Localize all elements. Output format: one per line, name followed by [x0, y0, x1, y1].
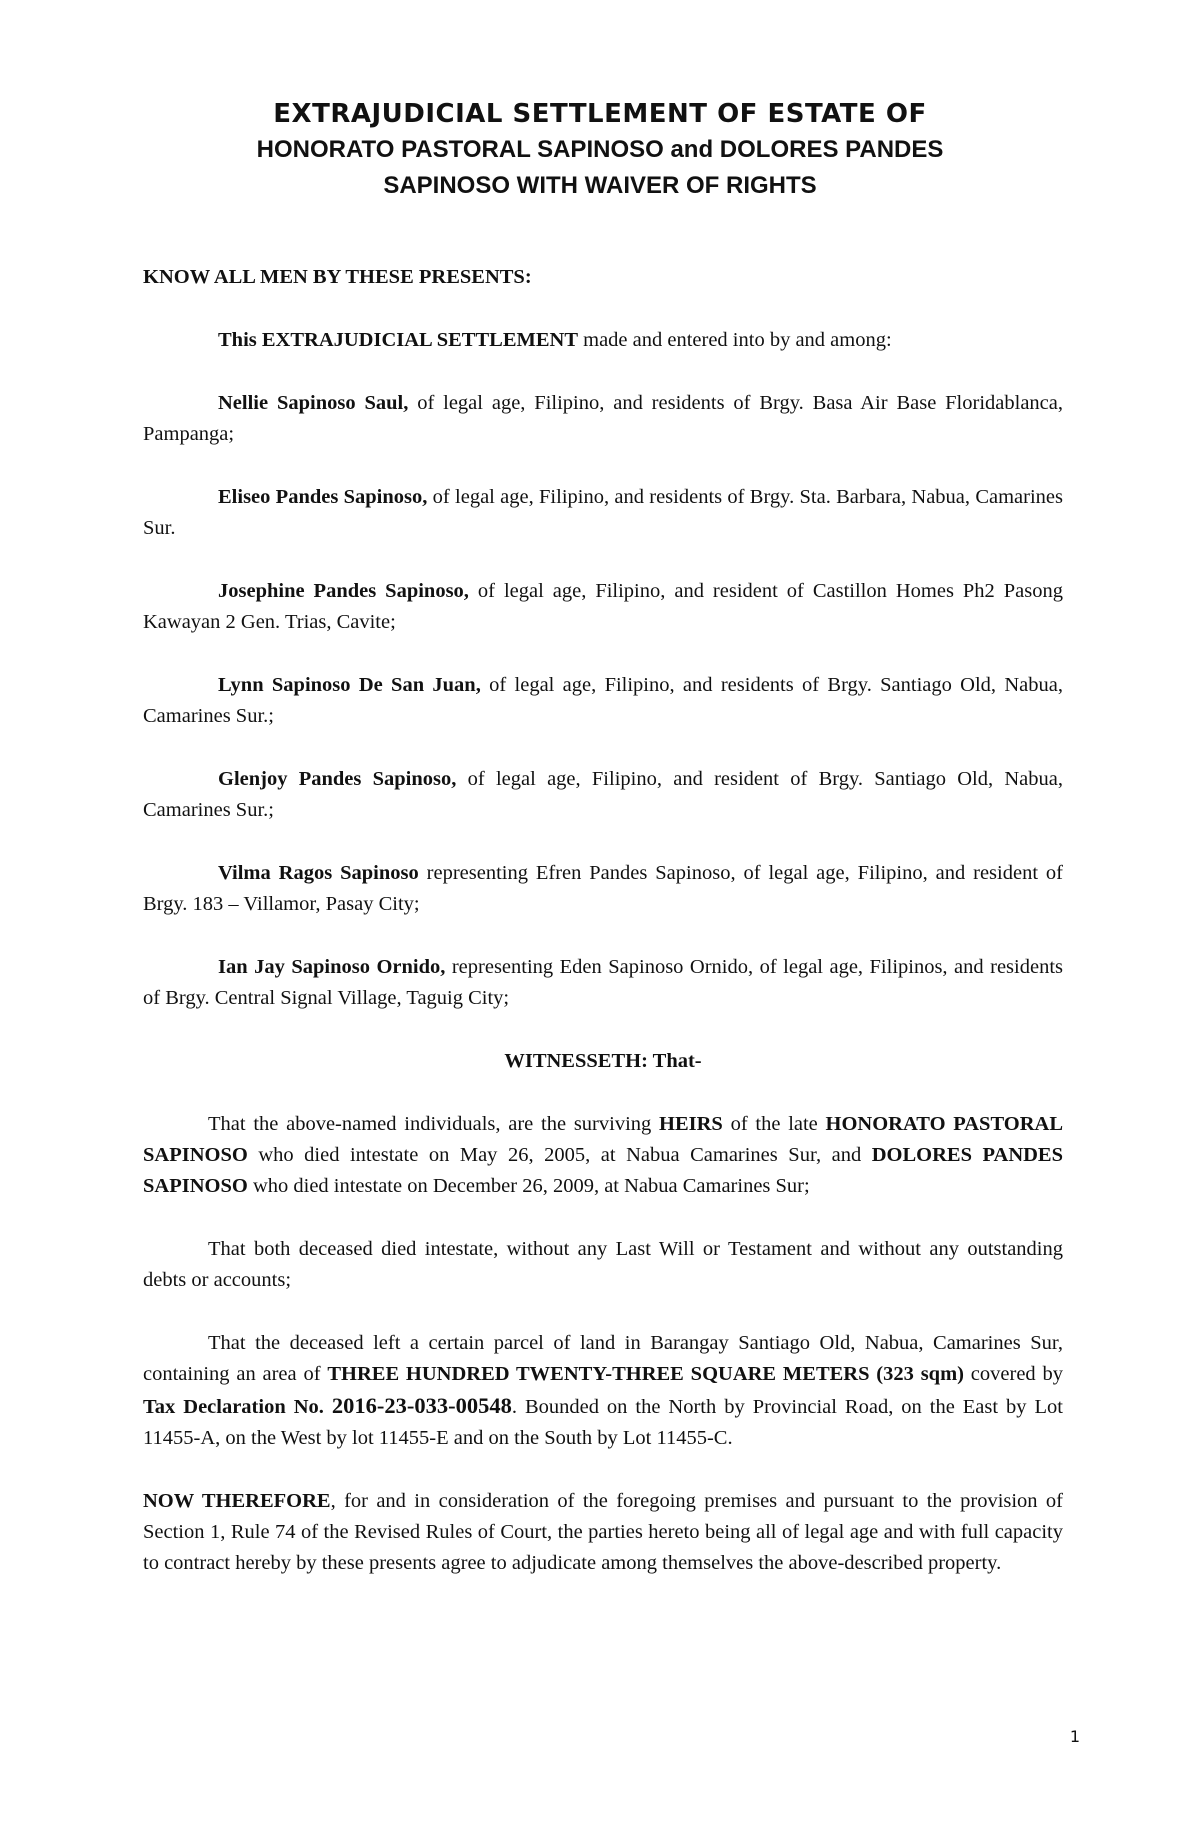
- party-desc: of legal age, Filipino, and residents of Brgy. Basa Air Base Floridablanca, Pampanga;: [143, 392, 1063, 445]
- party-name: Vilma Ragos Sapinoso: [218, 862, 419, 884]
- party-paragraph: [143, 482, 1063, 544]
- party-desc: of legal age, Filipino, and resident of Brgy. Santiago Old, Nabua, Camarines Sur.;: [143, 768, 1064, 821]
- party-name: Eliseo Pandes Sapinoso,: [218, 486, 428, 508]
- document-title: [0, 96, 1200, 204]
- text-run: of the late: [722, 1113, 826, 1135]
- party-name: Lynn Sapinoso De San Juan,: [218, 674, 481, 696]
- party-desc: representing Eden Sapinoso Ornido, of legal age, Filipinos, and residents of Brgy. Central Signal Village, Taguig City;: [143, 956, 1063, 1009]
- title-line-2: HONORATO PASTORAL SAPINOSO and DOLORES PANDES: [256, 136, 944, 163]
- witnesseth-text: WITNESSETH: That-: [504, 1050, 702, 1072]
- bold-run: THREE HUNDRED TWENTY-THREE SQUARE METERS (323 sqm): [327, 1363, 964, 1385]
- page-number: 1: [1069, 1727, 1080, 1746]
- text-run: . Bounded on the North by Provincial Road, on the East by Lot 11455-A, on the West by lot 11455-E and on the South by Lot 11455-C.: [143, 1396, 1063, 1449]
- title-line-3: SAPINOSO WITH WAIVER OF RIGHTS: [383, 172, 817, 199]
- text-run: who died intestate on May 26, 2005, at Nabua Camarines Sur, and: [247, 1144, 872, 1166]
- intro-paragraph: [143, 325, 1063, 356]
- bold-run: Tax Declaration No.: [143, 1396, 332, 1418]
- text-run: who died intestate on December 26, 2009, at Nabua Camarines Sur;: [247, 1175, 810, 1197]
- text-run: That the deceased left a certain parcel of land in Barangay Santiago Old, Nabua, Camarines Sur, containing an area of: [143, 1332, 1063, 1385]
- document-body: [143, 262, 1063, 1611]
- text-run: That the above-named individuals, are the surviving: [208, 1113, 660, 1135]
- party-paragraph: [143, 670, 1063, 732]
- party-desc: of legal age, Filipino, and resident of Castillon Homes Ph2 Pasong Kawayan 2 Gen. Trias, Cavite;: [143, 580, 1063, 633]
- now-therefore-paragraph: [143, 1486, 1063, 1579]
- party-desc: representing Efren Pandes Sapinoso, of legal age, Filipino, and resident of Brgy. 183 – Villamor, Pasay City;: [143, 862, 1063, 915]
- intestate-paragraph: That both deceased died intestate, without any Last Will or Testament and without any outstanding debts or accounts;: [143, 1238, 1063, 1291]
- party-paragraph: [143, 952, 1063, 1014]
- party-paragraph: [143, 858, 1063, 920]
- bold-run: DOLORES PANDES SAPINOSO: [143, 1144, 1063, 1197]
- witnesseth-heading: [143, 1046, 1063, 1077]
- intro-bold: This EXTRAJUDICIAL SETTLEMENT: [218, 329, 578, 351]
- bold-run: HEIRS: [659, 1113, 723, 1135]
- intro-text: made and entered into by and among:: [578, 329, 892, 351]
- tax-declaration-number: 2016-23-033-00548: [331, 1393, 512, 1418]
- bold-run: NOW THEREFORE: [143, 1490, 331, 1512]
- heirs-paragraph: [143, 1109, 1063, 1202]
- party-paragraph: [143, 388, 1063, 450]
- party-desc: of legal age, Filipino, and residents of Brgy. Sta. Barbara, Nabua, Camarines Sur.: [143, 486, 1063, 539]
- party-name: Nellie Sapinoso Saul,: [218, 392, 409, 414]
- bold-run: HONORATO PASTORAL SAPINOSO: [143, 1113, 1063, 1166]
- party-name: Ian Jay Sapinoso Ornido,: [218, 956, 446, 978]
- party-desc: of legal age, Filipino, and residents of Brgy. Santiago Old, Nabua, Camarines Sur.;: [143, 674, 1063, 727]
- party-paragraph: [143, 576, 1063, 638]
- title-line-1: EXTRAJUDICIAL SETTLEMENT OF ESTATE OF: [273, 99, 927, 129]
- know-all-heading: KNOW ALL MEN BY THESE PRESENTS:: [143, 266, 532, 288]
- text-run: , for and in consideration of the foregoing premises and pursuant to the provision of Section 1, Rule 74 of the Revised Rules of Court, the parties hereto being all of legal age and with full capacity to contract hereby by these presents agree to adjudicate among themselves the above-described property.: [143, 1490, 1063, 1574]
- text-run: covered by: [963, 1363, 1063, 1385]
- party-name: Glenjoy Pandes Sapinoso,: [218, 768, 457, 790]
- party-name: Josephine Pandes Sapinoso,: [218, 580, 469, 602]
- party-paragraph: [143, 764, 1063, 826]
- land-paragraph: [143, 1328, 1063, 1454]
